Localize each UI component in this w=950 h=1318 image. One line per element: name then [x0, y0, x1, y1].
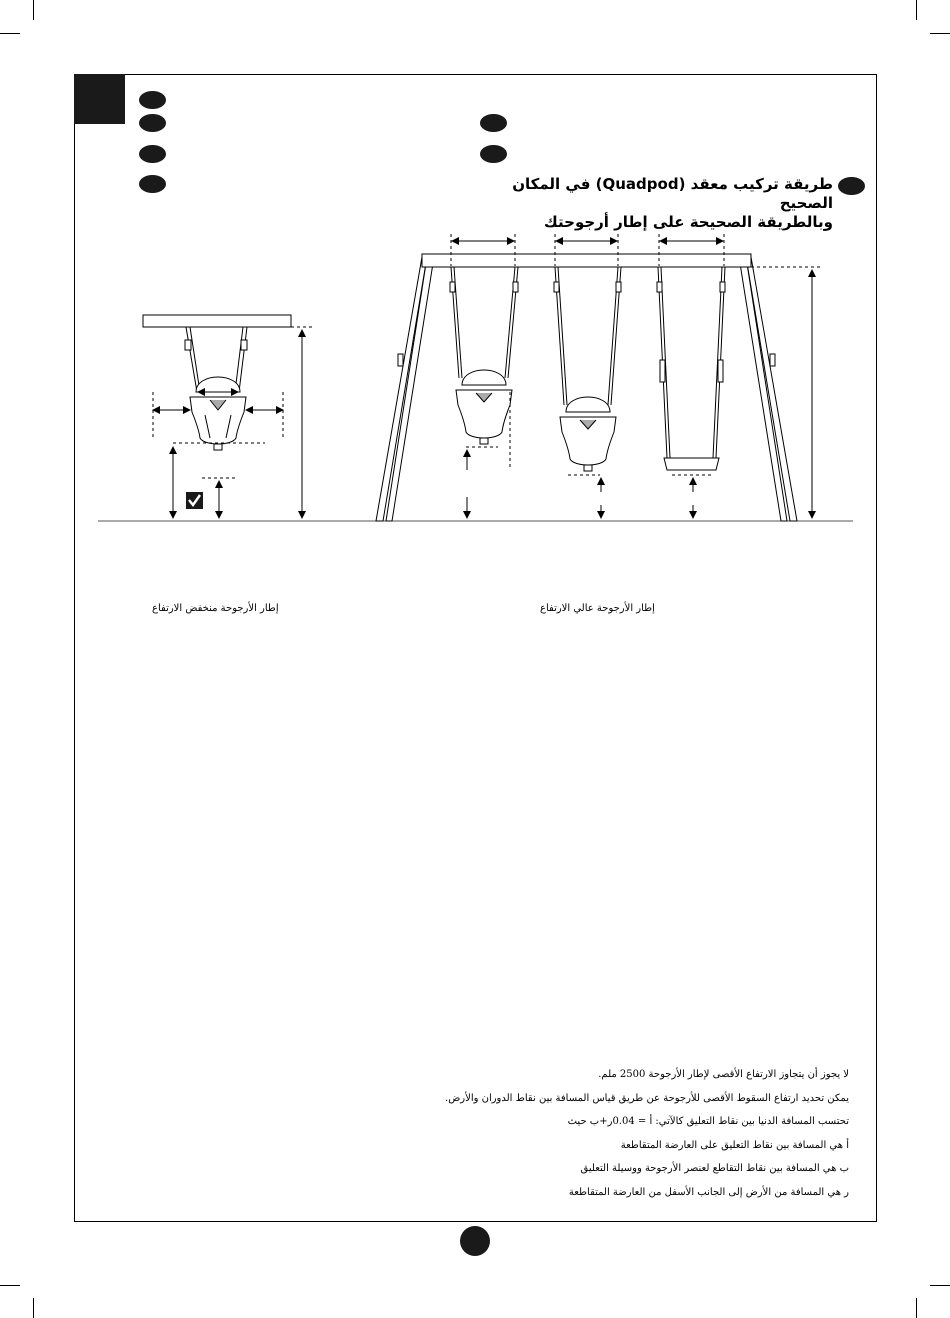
swing-seat	[657, 267, 725, 470]
note-line: ب هي المسافة بين نقاط التقاطع لعنصر الأرجوحة ووسيلة التعليق	[580, 1163, 849, 1174]
note-line: لا يجوز أن يتجاوز الارتفاع الأقصى لإطار الأرجوحة 2500 ملم.	[598, 1069, 849, 1080]
high-frame-caption: إطار الأرجوحة عالي الارتفاع	[540, 603, 655, 614]
baby-seat	[554, 267, 621, 471]
note-line: تحتسب المسافة الدنيا بين نقاط التعليق كالآتي: أ = 0.04ر+ب حيث	[567, 1116, 849, 1127]
crossbeam	[422, 254, 751, 267]
crossbeam	[143, 315, 291, 327]
title-line-1: طريقة تركيب معقد (Quadpod) في المكان الصحيح	[512, 175, 833, 212]
low-frame-caption: إطار الأرجوحة منخفض الارتفاع	[152, 603, 279, 614]
title-line-2: وبالطريقة الصحيحة على إطار أرجوحتك	[544, 213, 833, 231]
baby-seat	[190, 377, 246, 450]
page-number-badge	[460, 1226, 490, 1256]
notes-block	[329, 1068, 849, 1209]
note-line: يمكن تحديد ارتفاع السقوط الأقصى للأرجوحة عن طريق قياس المسافة بين نقاط الدوران والأرض.	[445, 1092, 849, 1104]
note-line: ر هي المسافة من الأرض إلى الجانب الأسفل من العارضة المتقاطعة	[568, 1186, 849, 1198]
note-line: أ هي المسافة بين نقاط التعليق على العارضة المتقاطعة	[620, 1139, 849, 1151]
baby-seat	[450, 267, 518, 444]
low-frame-diagram	[143, 315, 314, 518]
high-frame-diagram	[376, 234, 820, 521]
